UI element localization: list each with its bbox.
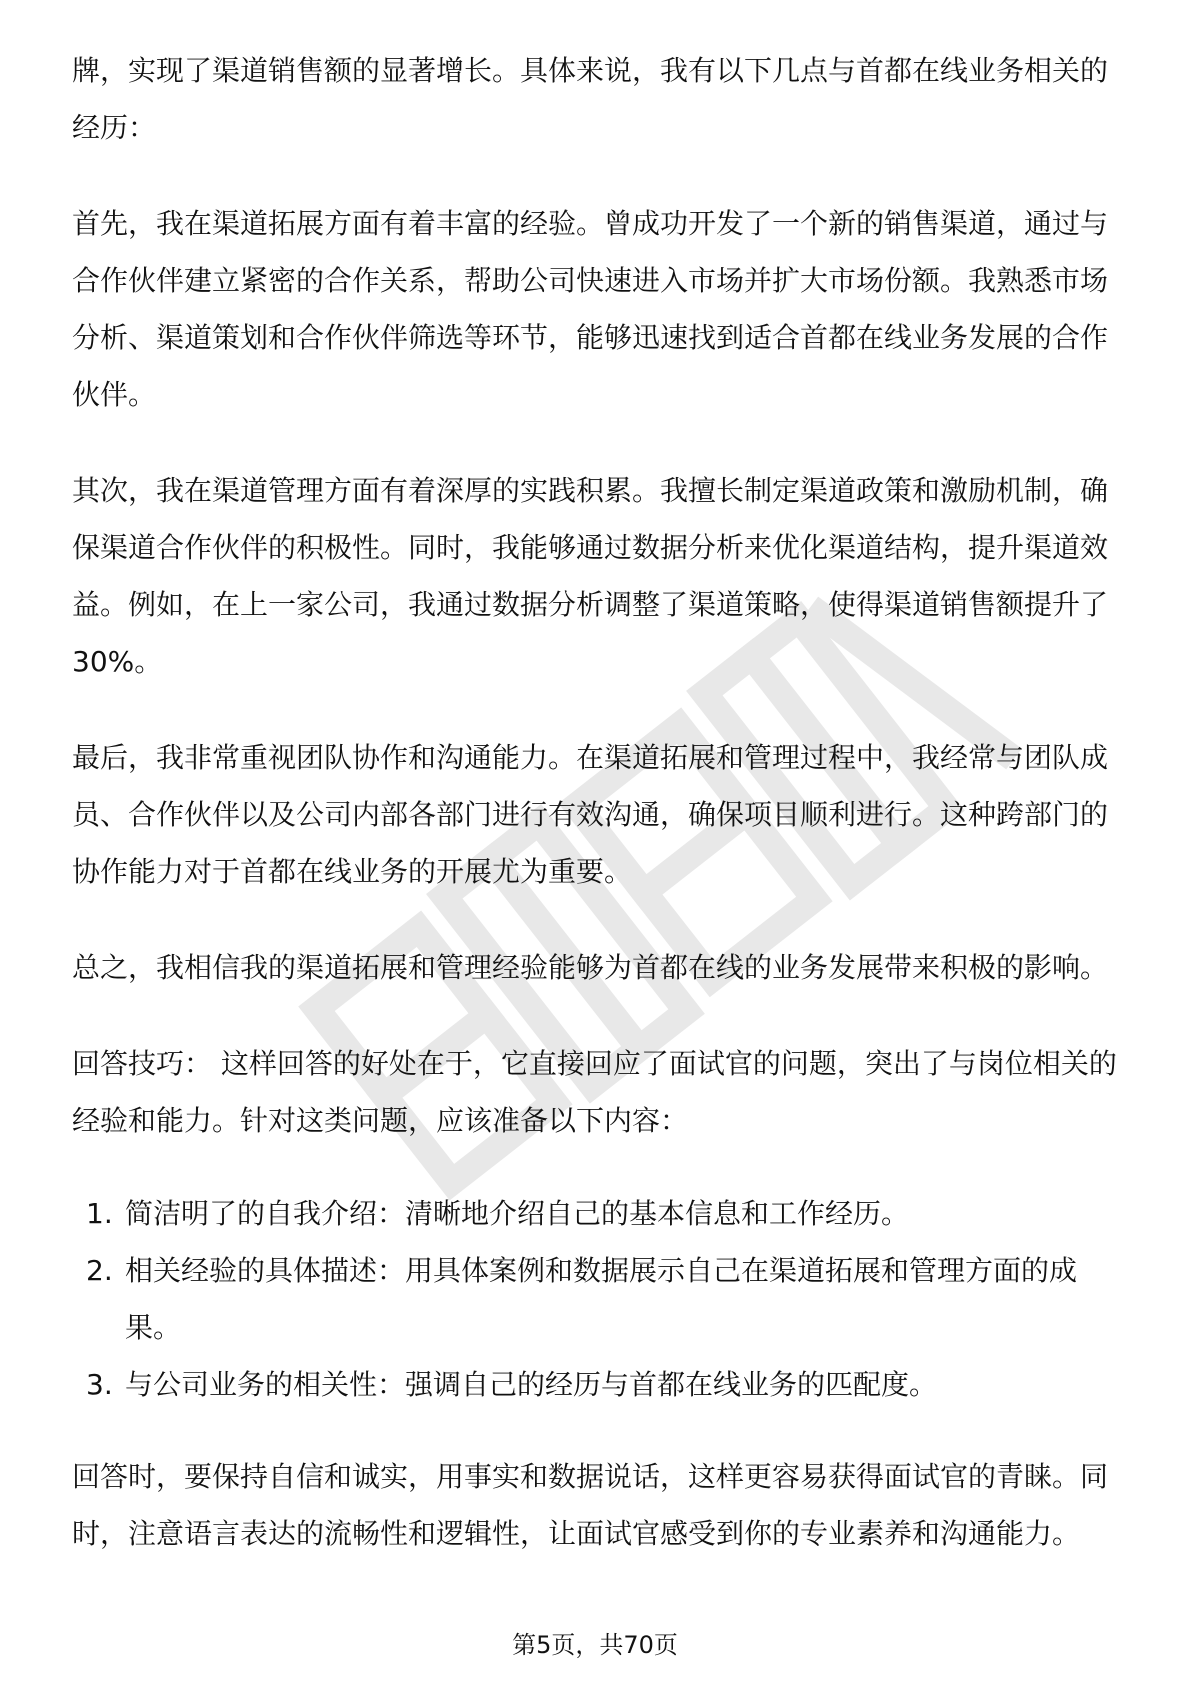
list-item	[72, 1242, 1124, 1356]
tips-list	[72, 1185, 1124, 1413]
paragraph-intro: 牌，实现了渠道销售额的显著增长。具体来说，我有以下几点与首都在线业务相关的经历：	[72, 54, 1109, 144]
list-item-text: 简洁明了的自我介绍：清晰地介绍自己的基本信息和工作经历。	[125, 1197, 910, 1230]
document-body	[72, 42, 1124, 1601]
list-item-number: 2.	[86, 1254, 113, 1287]
paragraph-answer-tips: 回答技巧： 这样回答的好处在于，它直接回应了面试官的问题，突出了与岗位相关的经验和能力。针对这类问题，应该准备以下内容：	[72, 1047, 1117, 1137]
list-item	[72, 1356, 1124, 1413]
list-item-text: 相关经验的具体描述：用具体案例和数据展示自己在渠道拓展和管理方面的成果。	[125, 1254, 1078, 1344]
paragraph-second-point: 其次，我在渠道管理方面有着深厚的实践积累。我擅长制定渠道政策和激励机制，确保渠道合作伙伴的积极性。同时，我能够通过数据分析来优化渠道结构，提升渠道效益。例如，在上一家公司，我通过数据分析调整了渠道策略，使得渠道销售额提升了30%。	[72, 474, 1109, 678]
list-item-number: 3.	[86, 1368, 113, 1401]
paragraph-summary: 总之，我相信我的渠道拓展和管理经验能够为首都在线的业务发展带来积极的影响。	[72, 951, 1109, 984]
paragraph-last-point: 最后，我非常重视团队协作和沟通能力。在渠道拓展和管理过程中，我经常与团队成员、合作伙伴以及公司内部各部门进行有效沟通，确保项目顺利进行。这种跨部门的协作能力对于首都在线业务的开展尤为重要。	[72, 741, 1109, 888]
list-item-text: 与公司业务的相关性：强调自己的经历与首都在线业务的匹配度。	[125, 1368, 938, 1401]
paragraph-closing: 回答时，要保持自信和诚实，用事实和数据说话，这样更容易获得面试官的青睐。同时，注意语言表达的流畅性和逻辑性，让面试官感受到你的专业素养和沟通能力。	[72, 1460, 1109, 1550]
list-item	[72, 1185, 1124, 1242]
page-number-footer: 第5页，共70页	[512, 1631, 678, 1659]
list-item-number: 1.	[86, 1197, 113, 1230]
paragraph-first-point: 首先，我在渠道拓展方面有着丰富的经验。曾成功开发了一个新的销售渠道，通过与合作伙伴建立紧密的合作关系，帮助公司快速进入市场并扩大市场份额。我熟悉市场分析、渠道策划和合作伙伴筛选等环节，能够迅速找到适合首都在线业务发展的合作伙伴。	[72, 207, 1109, 411]
